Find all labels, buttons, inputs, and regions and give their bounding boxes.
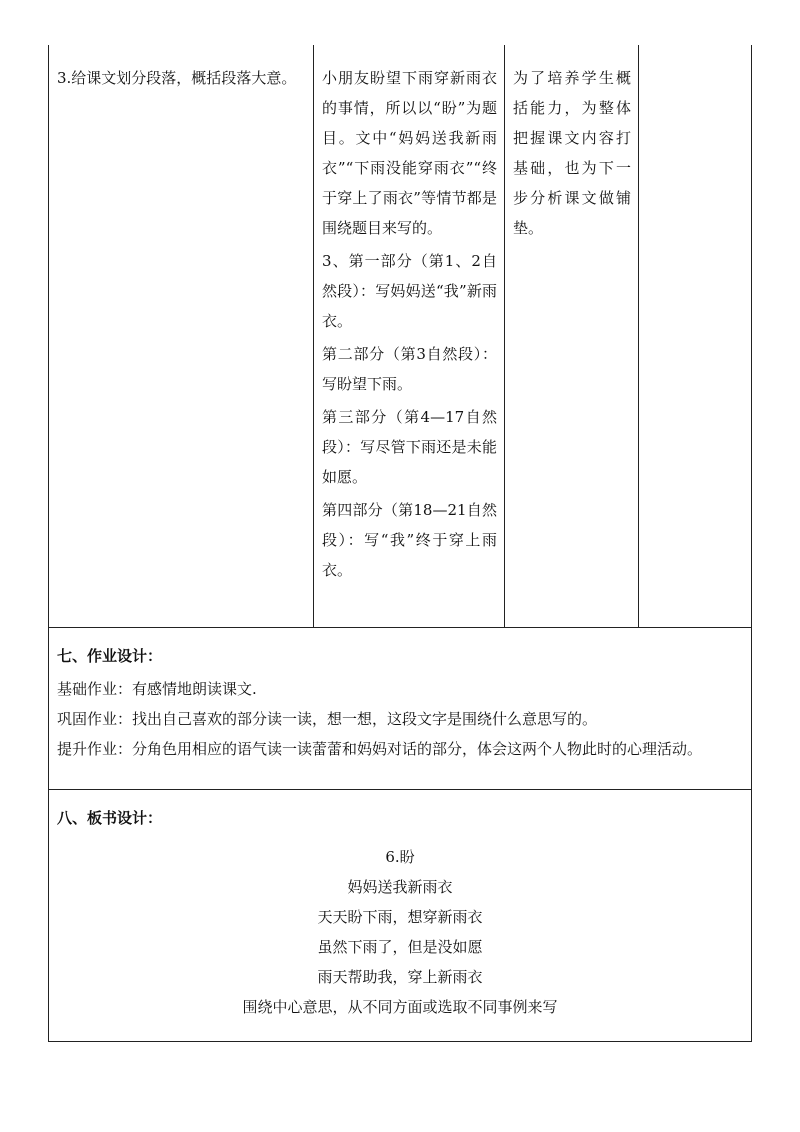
board-line: 雨天帮助我，穿上新雨衣 [317,968,483,986]
homework-line: 提升作业：分角色用相应的语气读一读蕾蕾和妈妈对话的部分，体会这两个人物此时的心理活动。 [57,740,703,758]
board-line: 妈妈送我新雨衣 [347,878,453,896]
design-intent-cell [505,45,639,627]
design-intent-text: 为了培养学生概括能力，为整体把握课文内容打基础，也为下一步分析课文做铺垫。 [513,69,631,237]
student-activity-cell [314,45,505,627]
lesson-plan-table [48,45,752,1042]
teaching-step-text: 3.给课文划分段落，概括段落大意。 [57,69,297,87]
board-line: 围绕中心意思，从不同方面或选取不同事例来写 [242,998,558,1016]
homework-line: 巩固作业：找出自己喜欢的部分读一读，想一想，这段文字是围绕什么意思写的。 [57,710,598,728]
activity-paragraph: 小朋友盼望下雨穿新雨衣的事情，所以以“盼”为题目。文中“妈妈送我新雨衣”“下雨没能穿雨衣”“终于穿上了雨衣”等情节都是围绕题目来写的。 [322,69,497,237]
homework-title: 七、作业设计： [57,647,163,665]
board-line: 虽然下雨了，但是没如愿 [317,938,483,956]
activity-paragraph: 第三部分（第4—17自然段）：写尽管下雨还是未能如愿。 [322,408,497,486]
board-design-section [49,790,751,1042]
board-line: 6.盼 [385,848,415,866]
activity-paragraph: 3、第一部分（第1、2自然段）：写妈妈送“我”新雨衣。 [322,252,497,330]
activity-paragraph: 第二部分（第3自然段）：写盼望下雨。 [322,345,497,393]
board-design-title: 八、板书设计： [57,809,163,827]
homework-line: 基础作业：有感情地朗读课文. [57,680,257,698]
teaching-step-cell [49,45,314,627]
activity-paragraph: 第四部分（第18—21自然段）：写“我”终于穿上雨衣。 [322,501,497,579]
board-line: 天天盼下雨，想穿新雨衣 [317,908,483,926]
homework-section [49,628,751,790]
board-content [57,842,743,1022]
table-row [49,45,751,628]
empty-cell [639,45,751,627]
